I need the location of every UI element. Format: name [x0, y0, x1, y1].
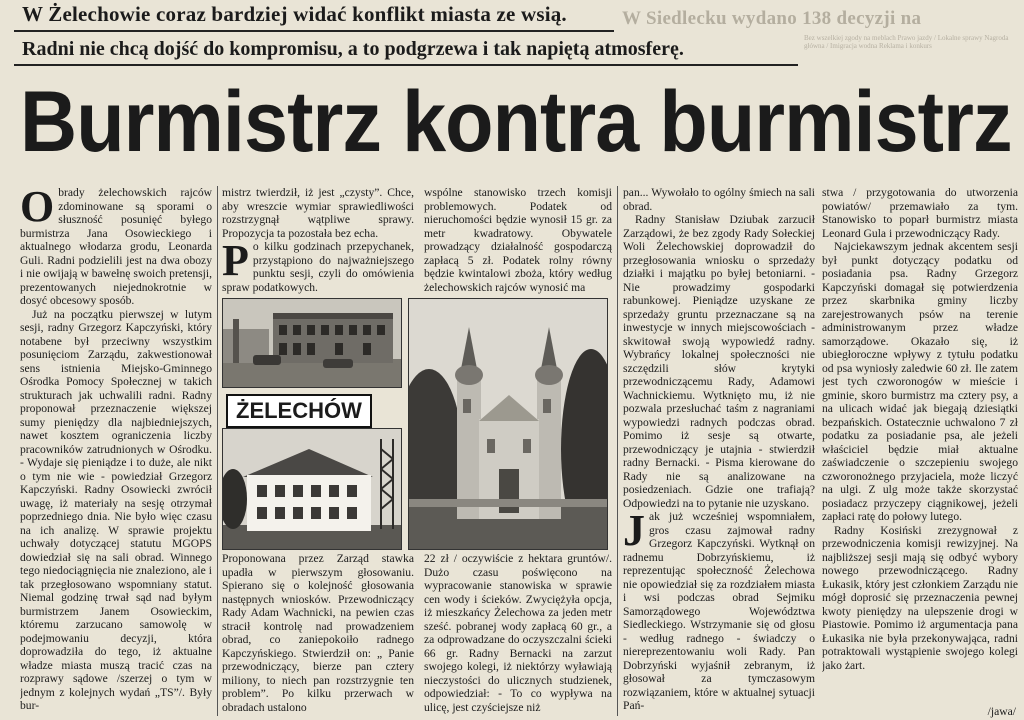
town-name-caption: ŻELECHÓW: [226, 394, 372, 428]
paragraph-intro: bradу żelechowskich rajców zdominowane są sporami o słuszność posunięć byłego burmistrza Jana Osowieckiego i aktualnego włodarza grodu, Leonarda Guli. Radni podzielili jest na dwa obozy i nie owijają w bawełnę swoich pretensji, prezentowanych niejednokrotnie w dosyć obcesowy sposób.: [20, 186, 212, 307]
paragraph-vote: Proponowana przez Zarząd stawka upadła w pierwszym głosowaniu. Spierano się o kolejność głosowania następnych wniosków. Przewodniczący Rady Adam Wachnicki, na pewien czas stracił kontrolę nad prowadzeniem obrad, co zaniepokoiło radnego Kapczyńskiego. Stwierdził on: „ Panie przewodniczący, bierze pan czterу miliony, to niech pan rozstrzygnie ten problem”. Po kilku przerwach w obradach ustalono: [222, 552, 414, 714]
paragraph-tax-rates: wspólne stanowisko trzech komisji problemowych. Podatek od nieruchomości będzie wynosił 15 gr. za metr kwadratowy. Obywatele prowadzący działalność gospodarczą zapłacą 5 zł. Podatek rolny równy będzie kwintalowi zboża, który według żelechowskich rajców wynosić ma: [424, 186, 612, 294]
paragraph-first-session: Już na początku pierwszej w lutym sesji, radny Grzegorz Kapczyński, który notabene był przeciwny wszystkim posunięciom Zarządu, zakwestionował sens istnienia Miejsko-Gminnego Ośrodka Pomocy Społecznej w takich strukturach jak uchwalili radni. Radny proponował przeznaczenie większej sumy pieniędzy dla najbiedniejszych, nawet kosztem ograniczenia liczby pracowników zatrudnionych w Ośrodku. - Wydaje się pieniądze i to duże, ale nikt o tym nie wie - powiedział Grzegorz Kapczyński. Radny Osowiecki zwrócił uwagę, iż materiały na sesję otrzymał poprzedniego dnia. Nie było więc czasu na ich analizę. W sprawie projektu uchwały dotyczącej statutu MGOPS dowiedział się na sali obrad. Winnego tego niedociągnięcia nie znaleziono, ale i tak przegłosowano wspomniany statut. Niemal godzinę trwał sąd nad byłym burmistrzem Janem Osowieckim, któremu zarzucano samowolę w podejmowaniu decyzji, która doprowadziła do tego, iż aktualne władze miasta muszą tracić czas na rozprawy sądowe /szerzej o tym w jednym z kolejnych wydań „TS”/. Były bur-: [20, 307, 212, 712]
kicker-line-1: W Żelechowie coraz bardziej widać konflikt miasta ze wsią.: [22, 2, 567, 26]
kicker-underline-1: [14, 30, 614, 32]
column-3-bottom: [424, 552, 612, 720]
column-1: [20, 186, 212, 720]
kicker-underline-2: [14, 64, 798, 66]
adjacent-article-text: Bez wszelkiej zgody na meblach Prawo jazdy / Lokalne sprawy Nagroda główna / Imigracja wodna Reklama i konkurs: [804, 34, 1009, 50]
column-2-bottom: [222, 552, 414, 720]
paragraph-taxes-intro: o kilku godzinach przepychanek, przystąpiono do najważniejszego punktu sesji, czyli do omówienia spraw podatkowych.: [222, 240, 414, 294]
church-photo: [408, 298, 608, 550]
column-4: [623, 186, 815, 720]
kicker-line-2: Radni nie chcą dojść do kompromisu, a to podgrzewa i tak napiętą atmosferę.: [22, 38, 684, 60]
paragraph-dobrzynski: ak już wcześniej wspomniałem, gros czasu zajmował radny Grzegorz Kapczyński. Wytknął on radnemu Dobrzyńskiemu, iż reprezentując społeczność Żelechowa nie opowiedział się za rozdziałem miasta i wsi podczas obrad Sejmiku Samorządowego Województwa Siedleckiego. Wstrzymanie się od głosu - według radnego - świadczy o niereprezentowaniu woli Rady. Pan Dobrzyński wyjaśnił zebranym, iż głosował za tymczasowym rozwiązaniem, które w aktualnej sytuacji Pań-: [623, 510, 815, 712]
town-building-photo: [222, 298, 402, 388]
white-house-photo: [222, 428, 402, 550]
paragraph-kosinski: Radny Kosiński zrezygnował z przewodniczenia komisji rewizyjnej. Na najbliższej sesji mają się odbyć wybory nowego przewodniczącego. Radny Łukasik, który jest członkiem Zarządu nie mógł doprosić się przeznaczenia pewnej kwoty pieniędzy na ulepszenie drogi w Piastowie. Pomimo iż argumentacja pana Łukasika nie była przekonywająca, radni potraktowali wystąpienie swojego kolegi jako żart.: [822, 523, 1018, 672]
author-signature: /jawa/: [987, 705, 1016, 718]
paragraph-laughter: pan... Wywołało to ogólny śmiech na sali obrad.: [623, 186, 815, 213]
paragraph-dog-tax: Najciekawszym jednak akcentem sesji był punkt dotyczący podatku od posiadania psa. Radny Grzegorz Kapczyński domagał się potwierdzenia przez skarbnika gminy liczby zarejestrowanych psów na terenie administrowanym przez władze samorządowe. Okazało się, iż ubiegłoroczne wpływy z tytułu podatku od psa wyniosły zaledwie 60 zł. Ile zatem jest tych czworonogów w mieście i gminie, skoro burmistrz ma cztery psy, a na ulicach widać jak biegają dziesiątki bezpańskich. Ostatecznie uchwalono 7 zł podatku za posiadanie psa, ale jeżeli właściciel będzie miał aktualne zaświadczenie o szczepieniu swojego czworonożnego przyjaciela, może liczyć na ulgi. Z ulg może także skorzystać posiadacz przyczepy ciągnikowej, jeżeli zapłaci ratę do połowy lutego.: [822, 240, 1018, 523]
column-divider: [217, 186, 218, 716]
drop-cap-p: P: [222, 236, 249, 285]
column-divider: [617, 186, 618, 716]
drop-cap-j: J: [623, 506, 645, 555]
column-3-top: [424, 186, 612, 296]
drop-cap-o: O: [20, 186, 55, 231]
column-2-top: [222, 186, 414, 296]
paragraph-powiaty: stwa / przygotowania do utworzenia powiatów/ przemawiało za tym. Stanowisko to poparł burmistrz miasta Leonard Gula i przewodniczący Rady.: [822, 186, 1018, 240]
paragraph-water-prices: 22 zł / oczywiście z hektara gruntów/. Dużo czasu poświęcono na wypracowanie stanowiska w sprawie cen wody i ścieków. Zwyciężyła opcja, iż mieszkańcy Żelechowa za jeden metr sześć. pobranej wody zapłacą 60 gr., a za odprowadzane do oczyszczalni ścieki 66 gr. Radny Bernacki na zarzut swojego kolegi, iż niektórzy wyławiają nieczystości do ulicznych studzienek, odpowiedział: - To co wypływa na ulicę, jest czyściejsze niż: [424, 552, 612, 714]
paragraph-dziubak: Radny Stanisław Dziubak zarzucił Zarządowi, że bez zgody Rady Sołeckiej Woli Żelechowskiej doprowadził do przegłosowania wniosku o sprzedaży działki i majątku po byłej betoniarni. - Nie prowadzimy gospodarki rabunkowej. Pieniądze uzyskane ze sprzedaży gruntu przeznaczane są na inwestycje w innych miejscowościach -skwitował swoją wypowiedź radny. Wybrańcy lokalnej społeczności nie szczędzili słów krytyki przewodniczącemu Rady, Adamowi Wachnickiemu. Wytknięto mu, iż nie pozwala przesłuchać taśm z nagraniami wypowiedzi radnych podczas obrad. Pomimo iż sesje są otwarte, przewodniczący je utajnia - stwierdził radny Bernacki. - Pisma kierowane do Rady nie są analizowane na posiedzeniach. Gdzie one trafiają? Odpowiedzi na to pytanie nie uzyskano.: [623, 213, 815, 510]
paragraph-former-mayor: mistrz twierdził, iż jest „czysty”. Chce, aby wreszcie wymiar sprawiedliwości rozstrzygnął wątpliwe sprawy. Propozycja ta pozostała bez echa.: [222, 186, 414, 240]
column-5: [822, 186, 1018, 720]
headline: Burmistrz kontra burmistrz: [20, 74, 1012, 170]
adjacent-article-heading: W Siedlecku wydano 138 decyzji na: [622, 8, 922, 29]
